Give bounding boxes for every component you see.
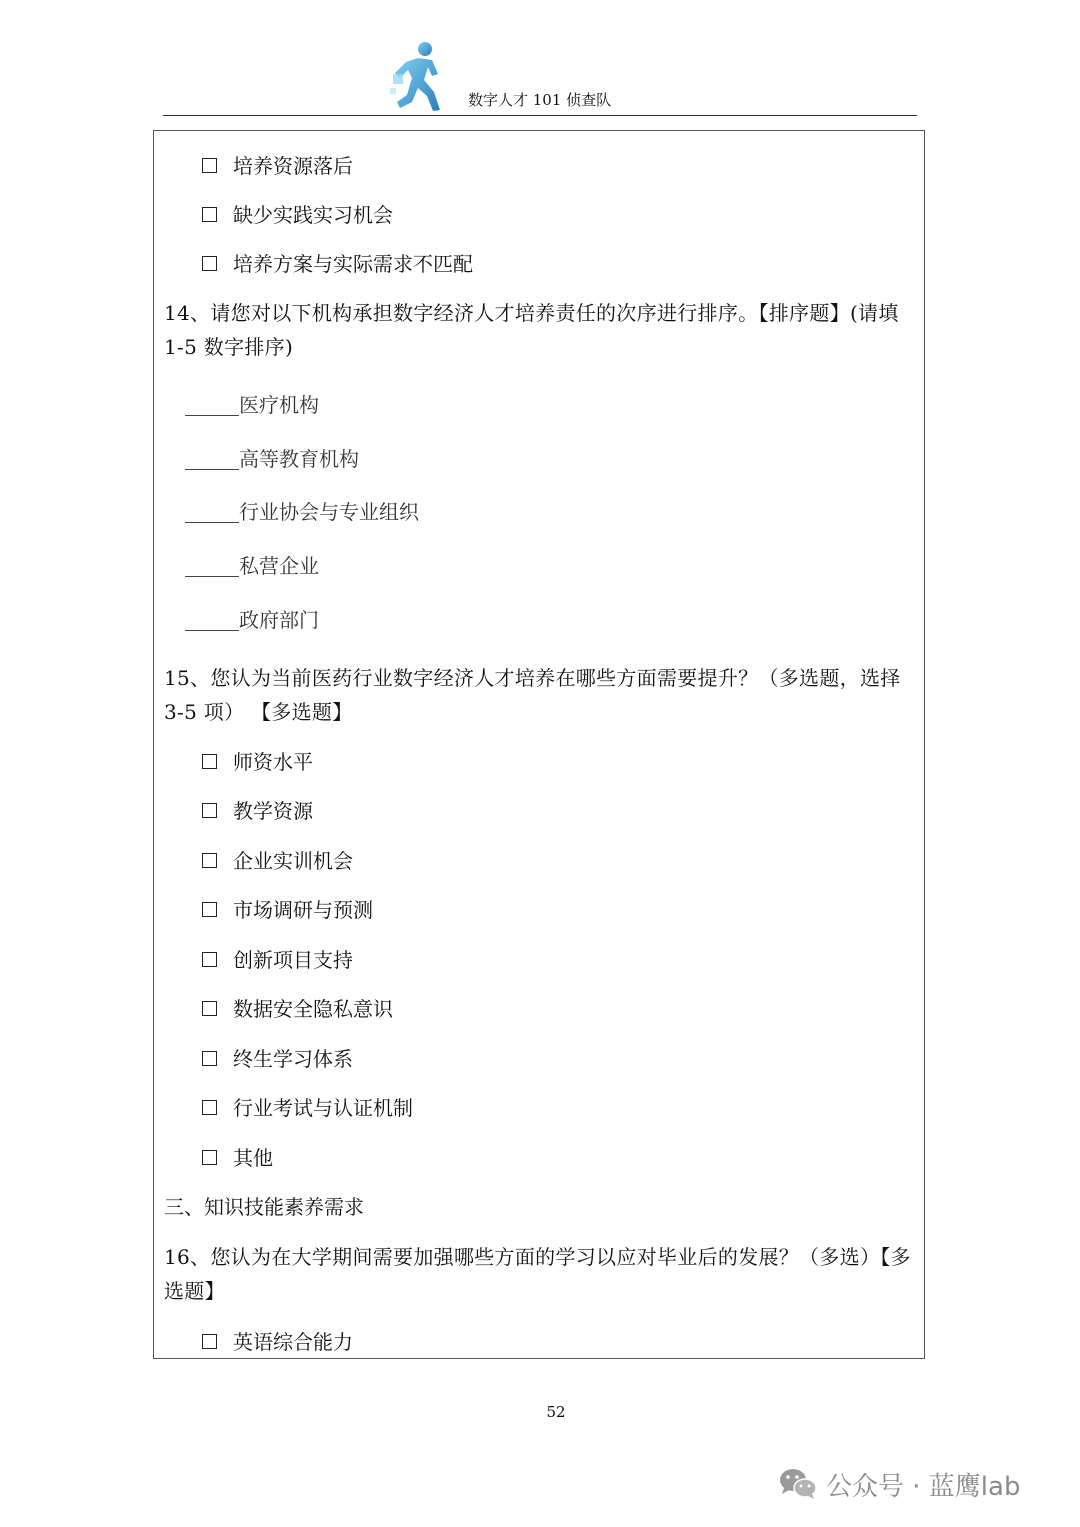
checkbox-option[interactable] [202, 1141, 273, 1175]
checkbox-option[interactable] [202, 198, 393, 232]
ranking-item [185, 388, 319, 422]
checkbox-option[interactable] [202, 1325, 353, 1359]
checkbox[interactable] [202, 1001, 217, 1016]
watermark-text: 公众号 · 蓝鹰lab [826, 1471, 1021, 1502]
checkbox[interactable] [202, 1334, 217, 1349]
header-title: 数字人才 101 侦查队 [468, 91, 612, 109]
rank-blank-field[interactable] [185, 554, 239, 577]
option-label: 企业实训机会 [233, 849, 353, 873]
rank-blank-field[interactable] [185, 500, 239, 523]
ranking-label: 私营企业 [239, 554, 319, 578]
checkbox[interactable] [202, 1150, 217, 1165]
runner-logo-icon [388, 40, 446, 114]
checkbox[interactable] [202, 754, 217, 769]
option-label: 市场调研与预测 [233, 898, 373, 922]
option-label: 师资水平 [233, 750, 313, 774]
checkbox-option[interactable] [202, 893, 373, 927]
checkbox-option[interactable] [202, 247, 473, 281]
section-heading: 三、知识技能素养需求 [164, 1195, 364, 1219]
watermark [778, 1464, 1020, 1504]
ranking-item [185, 549, 319, 583]
checkbox-option[interactable] [202, 149, 353, 183]
checkbox[interactable] [202, 1051, 217, 1066]
checkbox-option[interactable] [202, 943, 353, 977]
checkbox[interactable] [202, 902, 217, 917]
rank-blank-field[interactable] [185, 447, 239, 470]
page-header [163, 40, 917, 116]
option-label: 其他 [233, 1146, 273, 1170]
option-label: 数据安全隐私意识 [233, 997, 393, 1021]
checkbox-option[interactable] [202, 992, 393, 1026]
rank-blank-field[interactable] [185, 608, 239, 631]
wechat-icon [778, 1466, 818, 1502]
question-text: 16、您认为在大学期间需要加强哪些方面的学习以应对毕业后的发展？（多选）【多选题】 [164, 1245, 911, 1303]
option-label: 教学资源 [233, 799, 313, 823]
page-number: 52 [546, 1403, 566, 1421]
ranking-item [185, 603, 319, 637]
checkbox-option[interactable] [202, 844, 353, 878]
header-divider [163, 115, 917, 116]
checkbox[interactable] [202, 1100, 217, 1115]
checkbox[interactable] [202, 803, 217, 818]
ranking-label: 政府部门 [239, 608, 319, 632]
option-label: 培养方案与实际需求不匹配 [233, 252, 473, 276]
option-label: 终生学习体系 [233, 1047, 353, 1071]
checkbox-option[interactable] [202, 1042, 353, 1076]
option-label: 培养资源落后 [233, 154, 353, 178]
checkbox[interactable] [202, 853, 217, 868]
checkbox[interactable] [202, 952, 217, 967]
checkbox[interactable] [202, 207, 217, 222]
question-text: 14、请您对以下机构承担数字经济人才培养责任的次序进行排序。【排序题】(请填 1-5 数字排序) [164, 301, 899, 359]
checkbox[interactable] [202, 256, 217, 271]
checkbox-option[interactable] [202, 745, 313, 779]
ranking-label: 高等教育机构 [239, 447, 359, 471]
option-label: 缺少实践实习机会 [233, 203, 393, 227]
checkbox-option[interactable] [202, 1091, 413, 1125]
ranking-label: 行业协会与专业组织 [239, 500, 419, 524]
question-text: 15、您认为当前医药行业数字经济人才培养在哪些方面需要提升？（多选题，选择 3-5 项） 【多选题】 [164, 666, 901, 724]
option-label: 英语综合能力 [233, 1330, 353, 1354]
ranking-item [185, 442, 359, 476]
option-label: 创新项目支持 [233, 948, 353, 972]
ranking-item [185, 495, 419, 529]
checkbox-option[interactable] [202, 794, 313, 828]
checkbox[interactable] [202, 158, 217, 173]
ranking-label: 医疗机构 [239, 393, 319, 417]
rank-blank-field[interactable] [185, 393, 239, 416]
option-label: 行业考试与认证机制 [233, 1096, 413, 1120]
questionnaire-box [153, 130, 925, 1359]
